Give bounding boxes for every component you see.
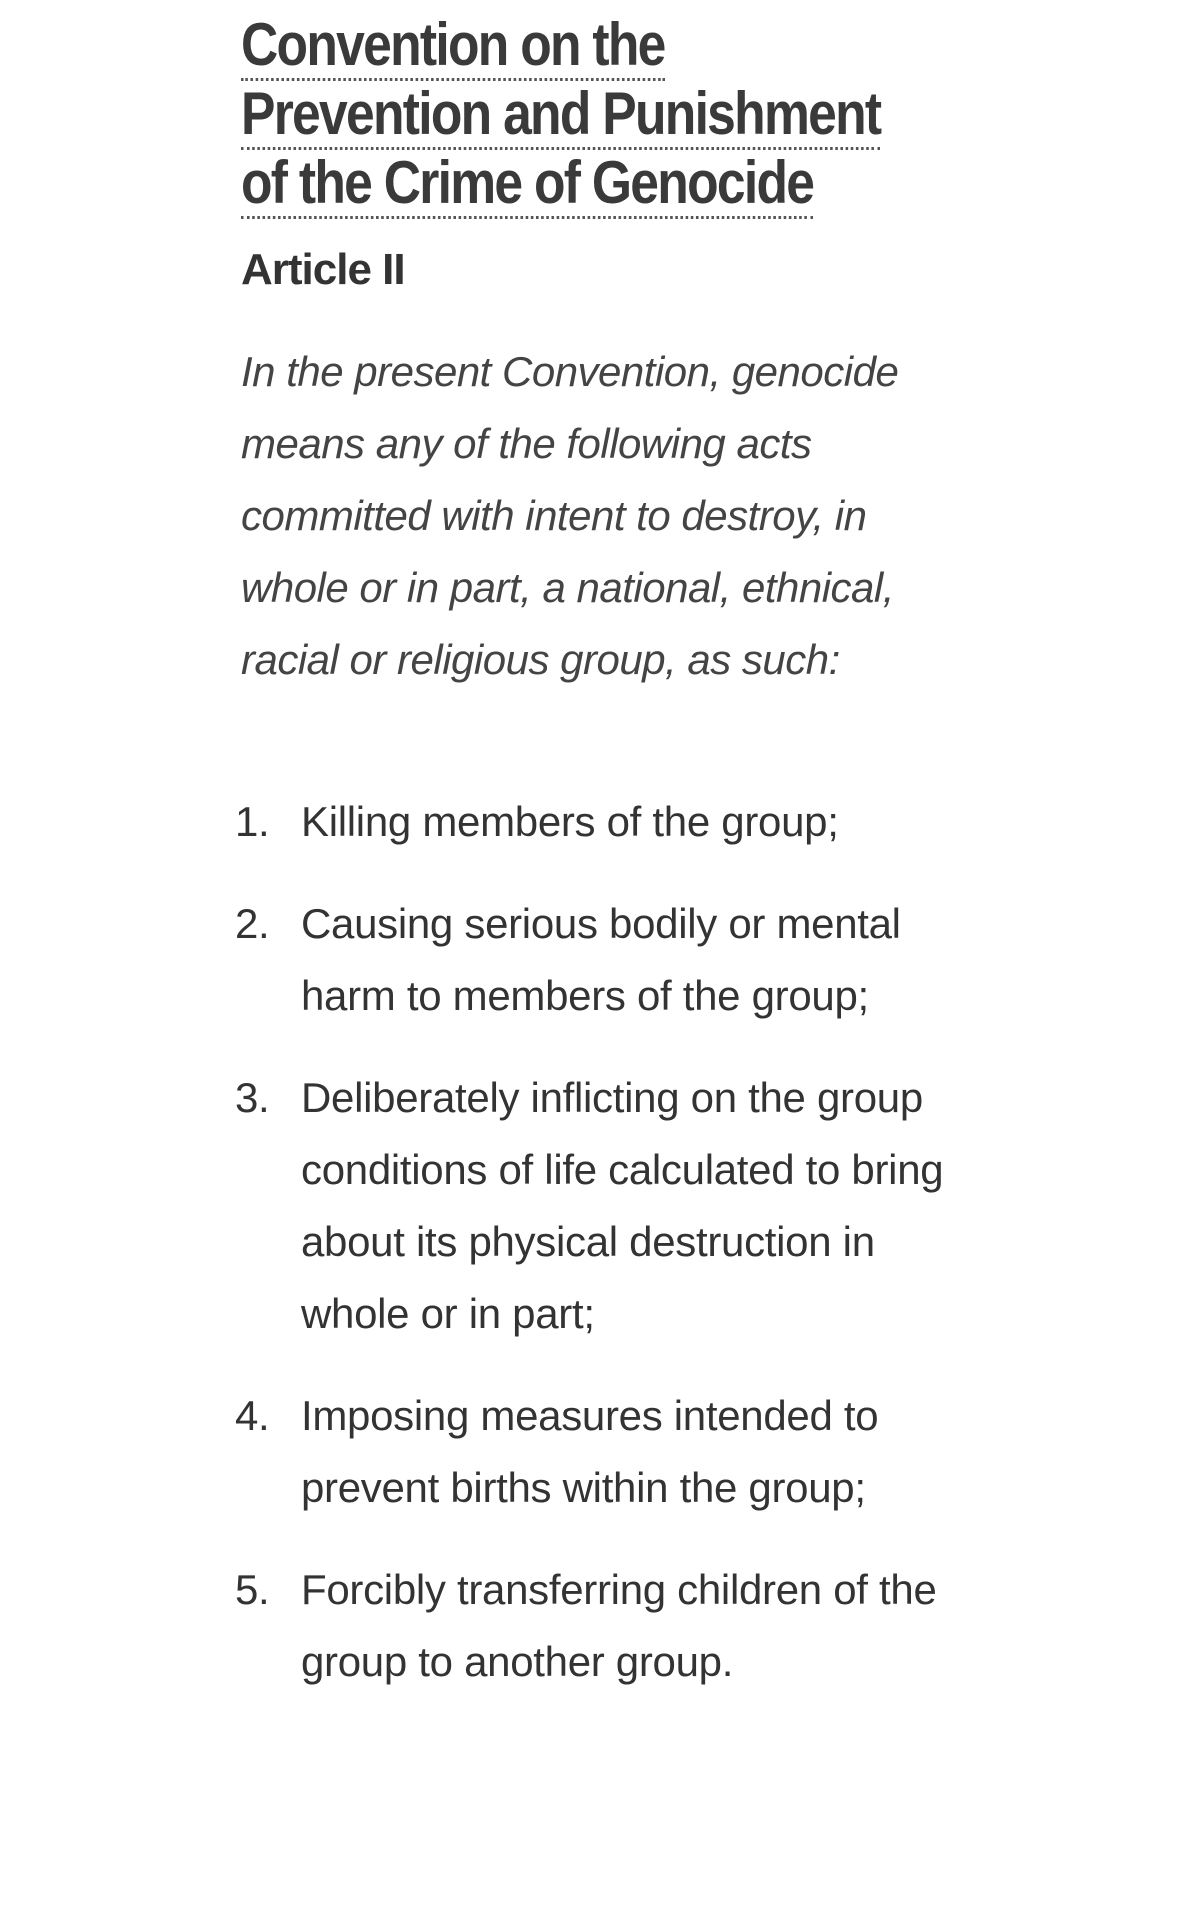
article-heading: Article II <box>241 245 405 294</box>
list-item <box>235 786 1001 858</box>
list-item-number: 1. <box>235 798 270 845</box>
list-item-text: Imposing measures intended to prevent births within the group; <box>301 1392 879 1511</box>
list-item-text: Forcibly transferring children of the group to another group. <box>301 1566 937 1685</box>
article-intro: In the present Convention, genocide means any of the following acts committed with intent to destroy, in whole or in part, a national, ethnical, racial or religious group, as such: <box>241 348 899 683</box>
list-item-text: Deliberately inflicting on the group conditions of life calculated to bring about its physical destruction in whole or in part; <box>301 1074 944 1337</box>
list-item-number: 3. <box>235 1074 270 1121</box>
list-item <box>235 1062 1001 1350</box>
list-item <box>235 1380 1001 1524</box>
genocide-acts-list <box>235 786 1001 1728</box>
list-item <box>235 1554 1001 1698</box>
list-item-number: 5. <box>235 1566 270 1613</box>
list-item-text: Killing members of the group; <box>301 798 839 845</box>
article-block <box>235 0 961 1685</box>
convention-title[interactable] <box>241 0 981 217</box>
list-item <box>235 888 1001 1032</box>
list-item-number: 2. <box>235 900 270 947</box>
list-item-text: Causing serious bodily or mental harm to members of the group; <box>301 900 901 1019</box>
convention-title-line[interactable]: Prevention and Punishment <box>241 80 880 150</box>
list-item-number: 4. <box>235 1392 270 1439</box>
convention-title-line[interactable]: Convention on the <box>241 11 665 81</box>
convention-title-line[interactable]: of the Crime of Genocide <box>241 149 813 219</box>
